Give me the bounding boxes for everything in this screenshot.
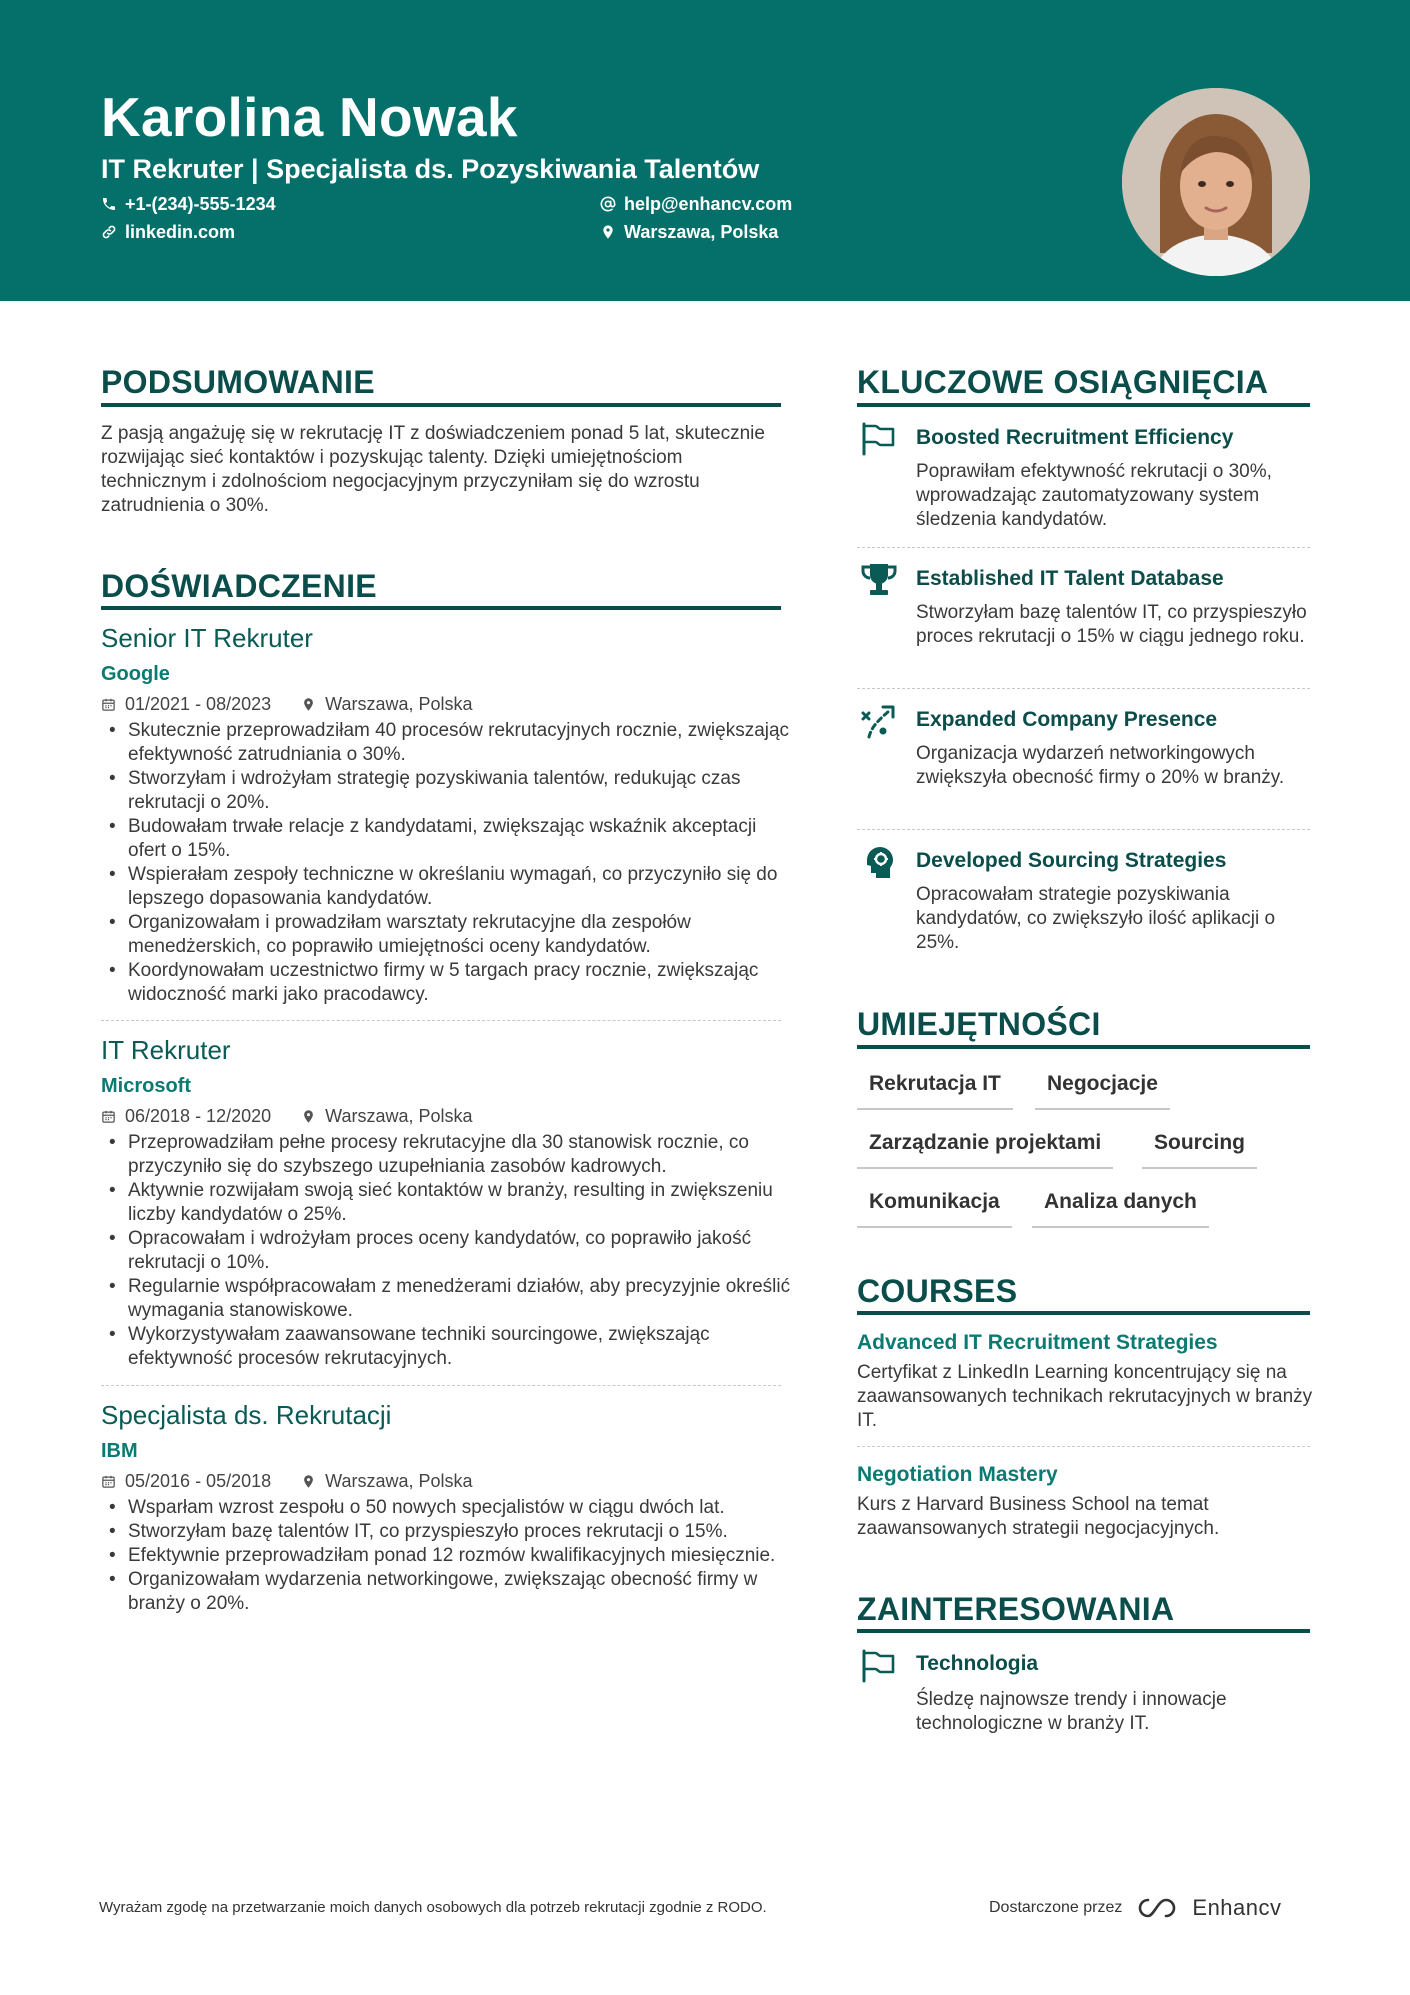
list-item: • Opracowałam i wdrożyłam proces oceny kandydatów, co poprawiło jakość rekrutacji o 10%. [101, 1227, 791, 1275]
course-title: Advanced IT Recruitment Strategies [857, 1331, 1218, 1354]
email-contact [600, 192, 792, 216]
at-icon [600, 196, 616, 212]
candidate-name: Karolina Nowak [101, 86, 518, 148]
courses-heading: COURSES [857, 1273, 1018, 1309]
course-title: Negotiation Mastery [857, 1463, 1058, 1486]
linkedin-text[interactable]: linkedin.com [125, 222, 236, 242]
achievement-title: Expanded Company Presence [916, 708, 1218, 731]
email-text[interactable]: help@enhancv.com [624, 194, 793, 214]
achievement-title: Developed Sourcing Strategies [916, 849, 1227, 872]
list-item: • Wspierałam zespoły techniczne w określaniu wymagań, co przyczyniło się do lepszego dopasowania kandydatów. [101, 863, 791, 911]
list-item: • Aktywnie rozwijałam swoją sieć kontaktów w branży, resulting in zwiększeniu liczby kandydatów o 25%. [101, 1179, 791, 1227]
achievements-heading: KLUCZOWE OSIĄGNIĘCIA [857, 364, 1269, 400]
job-meta [101, 1104, 473, 1128]
summary-heading: PODSUMOWANIE [101, 364, 375, 400]
divider [857, 1446, 1310, 1447]
job-title: IT Rekruter [101, 1035, 231, 1065]
achievement-desc: Poprawiłam efektywność rekrutacji o 30%, wprowadzając zautomatyzowany system śledzenia kandydatów. [916, 461, 1272, 530]
list-item: • Stworzyłam bazę talentów IT, co przyspieszyło proces rekrutacji o 15%. [101, 1520, 791, 1544]
achievement-title: Established IT Talent Database [916, 567, 1224, 590]
interests-heading: ZAINTERESOWANIA [857, 1591, 1175, 1627]
powered-by [989, 1896, 1282, 1920]
job-bullets [101, 1496, 791, 1616]
skill-tag: Komunikacja [857, 1188, 1012, 1228]
interest-title: Technologia [916, 1652, 1039, 1675]
calendar-icon [101, 1109, 116, 1124]
job-meta [101, 692, 473, 716]
location-pin-icon [301, 1474, 316, 1489]
calendar-icon [101, 1474, 116, 1489]
list-item: • Organizowałam wydarzenia networkingowe, zwiększając obecność firmy w branży o 20%. [101, 1568, 791, 1616]
job-dates: 01/2021 - 08/2023 [125, 694, 272, 714]
skill-tag: Zarządzanie projektami [857, 1129, 1113, 1169]
head-icon [859, 842, 899, 882]
job-bullets [101, 719, 791, 1007]
interests-rule [857, 1629, 1310, 1633]
location-contact [600, 220, 778, 244]
divider [857, 688, 1310, 689]
consent-clause: Wyrażam zgodę na przetwarzanie moich danych osobowych dla potrzeb rekrutacji zgodnie z RODO. [99, 1899, 767, 1916]
job-meta [101, 1469, 473, 1493]
linkedin-contact [101, 220, 235, 244]
job-dates: 05/2016 - 05/2018 [125, 1471, 272, 1491]
summary-rule [101, 403, 781, 407]
phone-text[interactable]: +1-(234)-555-1234 [125, 194, 276, 214]
profile-photo [1122, 88, 1310, 276]
divider [101, 1385, 781, 1386]
interest-desc: Śledzę najnowsze trendy i innowacje technologiczne w branży IT. [916, 1689, 1227, 1734]
courses-rule [857, 1311, 1310, 1315]
flag-icon [859, 1645, 899, 1685]
job-location: Warszawa, Polska [325, 694, 473, 714]
list-item: • Przeprowadziłam pełne procesy rekrutacyjne dla 30 stanowisk rocznie, co przyczyniło się do szybszego uzupełniania zasobów kadrowych. [101, 1131, 791, 1179]
skill-tag: Rekrutacja IT [857, 1070, 1013, 1110]
summary-text: Z pasją angażuję się w rekrutację IT z doświadczeniem ponad 5 lat, skutecznie rozwijając sieć kontaktów i pozyskując talenty. Dzięki umiejętnościom technicznym i zdolnościom negocjacyjnym przyczyniłam się do wzrostu zatrudnienia o 30%. [101, 423, 765, 516]
experience-heading: DOŚWIADCZENIE [101, 568, 377, 604]
candidate-title: IT Rekruter | Specjalista ds. Pozyskiwania Talentów [101, 154, 760, 184]
job-title: Senior IT Rekruter [101, 623, 313, 653]
achievement-desc: Organizacja wydarzeń networkingowych zwiększyła obecność firmy o 20% w branży. [916, 743, 1285, 788]
link-icon [101, 224, 117, 240]
powered-by-label: Dostarczone przez [989, 1899, 1123, 1916]
list-item: • Skutecznie przeprowadziłam 40 procesów rekrutacyjnych rocznie, zwiększając efektywność zatrudniania o 30%. [101, 719, 791, 767]
list-item: • Wykorzystywałam zaawansowane techniki sourcingowe, zwiększając efektywność procesów rekrutacyjnych. [101, 1323, 791, 1371]
location-pin-icon [301, 697, 316, 712]
list-item: • Koordynowałam uczestnictwo firmy w 5 targach pracy rocznie, zwiększając widoczność marki jako pracodawcy. [101, 959, 791, 1007]
list-item: • Stworzyłam i wdrożyłam strategię pozyskiwania talentów, redukując czas rekrutacji o 20%. [101, 767, 791, 815]
list-item: • Efektywnie przeprowadziłam ponad 12 rozmów kwalifikacyjnych miesięcznie. [101, 1544, 791, 1568]
strategy-icon [859, 701, 899, 741]
location-pin-icon [301, 1109, 316, 1124]
list-item: • Organizowałam i prowadziłam warsztaty rekrutacyjne dla zespołów menedżerskich, co poprawiło umiejętności oceny kandydatów. [101, 911, 791, 959]
skills-rule [857, 1045, 1310, 1049]
list-item: • Budowałam trwałe relacje z kandydatami, zwiększając wskaźnik akceptacji ofert o 15%. [101, 815, 791, 863]
trophy-icon [859, 560, 899, 600]
brand-name[interactable]: Enhancv [1192, 1895, 1282, 1920]
phone-contact [101, 192, 276, 216]
job-dates: 06/2018 - 12/2020 [125, 1106, 272, 1126]
skills-heading: UMIEJĘTNOŚCI [857, 1006, 1101, 1042]
job-company: Microsoft [101, 1075, 191, 1097]
job-bullets [101, 1131, 791, 1371]
divider [101, 1020, 781, 1021]
calendar-icon [101, 697, 116, 712]
achievement-title: Boosted Recruitment Efficiency [916, 426, 1234, 449]
achievement-desc: Opracowałam strategie pozyskiwania kandydatów, co zwiększyło ilość aplikacji o 25%. [916, 884, 1276, 953]
job-company: Google [101, 663, 170, 685]
skill-tag: Negocjacje [1035, 1070, 1170, 1110]
location-text: Warszawa, Polska [624, 222, 779, 242]
job-company: IBM [101, 1440, 138, 1462]
skill-tag: Sourcing [1142, 1129, 1257, 1169]
list-item: • Wsparłam wzrost zespołu o 50 nowych specjalistów w ciągu dwóch lat. [101, 1496, 791, 1520]
list-item: • Regularnie współpracowałam z menedżerami działów, aby precyzyjnie określić wymagania stanowiskowe. [101, 1275, 791, 1323]
course-desc: Certyfikat z LinkedIn Learning koncentrujący się na zaawansowanych technikach rekrutacyjnych w branży IT. [857, 1362, 1313, 1431]
job-title: Specjalista ds. Rekrutacji [101, 1400, 392, 1430]
experience-rule [101, 606, 781, 610]
flag-icon [859, 418, 899, 458]
job-location: Warszawa, Polska [325, 1106, 473, 1126]
phone-icon [101, 196, 117, 212]
course-desc: Kurs z Harvard Business School na temat zaawansowanych strategii negocjacyjnych. [857, 1494, 1220, 1539]
header-banner [0, 0, 1410, 301]
location-pin-icon [600, 224, 616, 240]
enhancv-logo-icon [1134, 1896, 1180, 1920]
achievement-desc: Stworzyłam bazę talentów IT, co przyspieszyło proces rekrutacji o 15% w ciągu jednego roku. [916, 602, 1307, 647]
achievements-rule [857, 403, 1310, 407]
divider [857, 547, 1310, 548]
skill-tag: Analiza danych [1032, 1188, 1209, 1228]
divider [857, 829, 1310, 830]
job-location: Warszawa, Polska [325, 1471, 473, 1491]
